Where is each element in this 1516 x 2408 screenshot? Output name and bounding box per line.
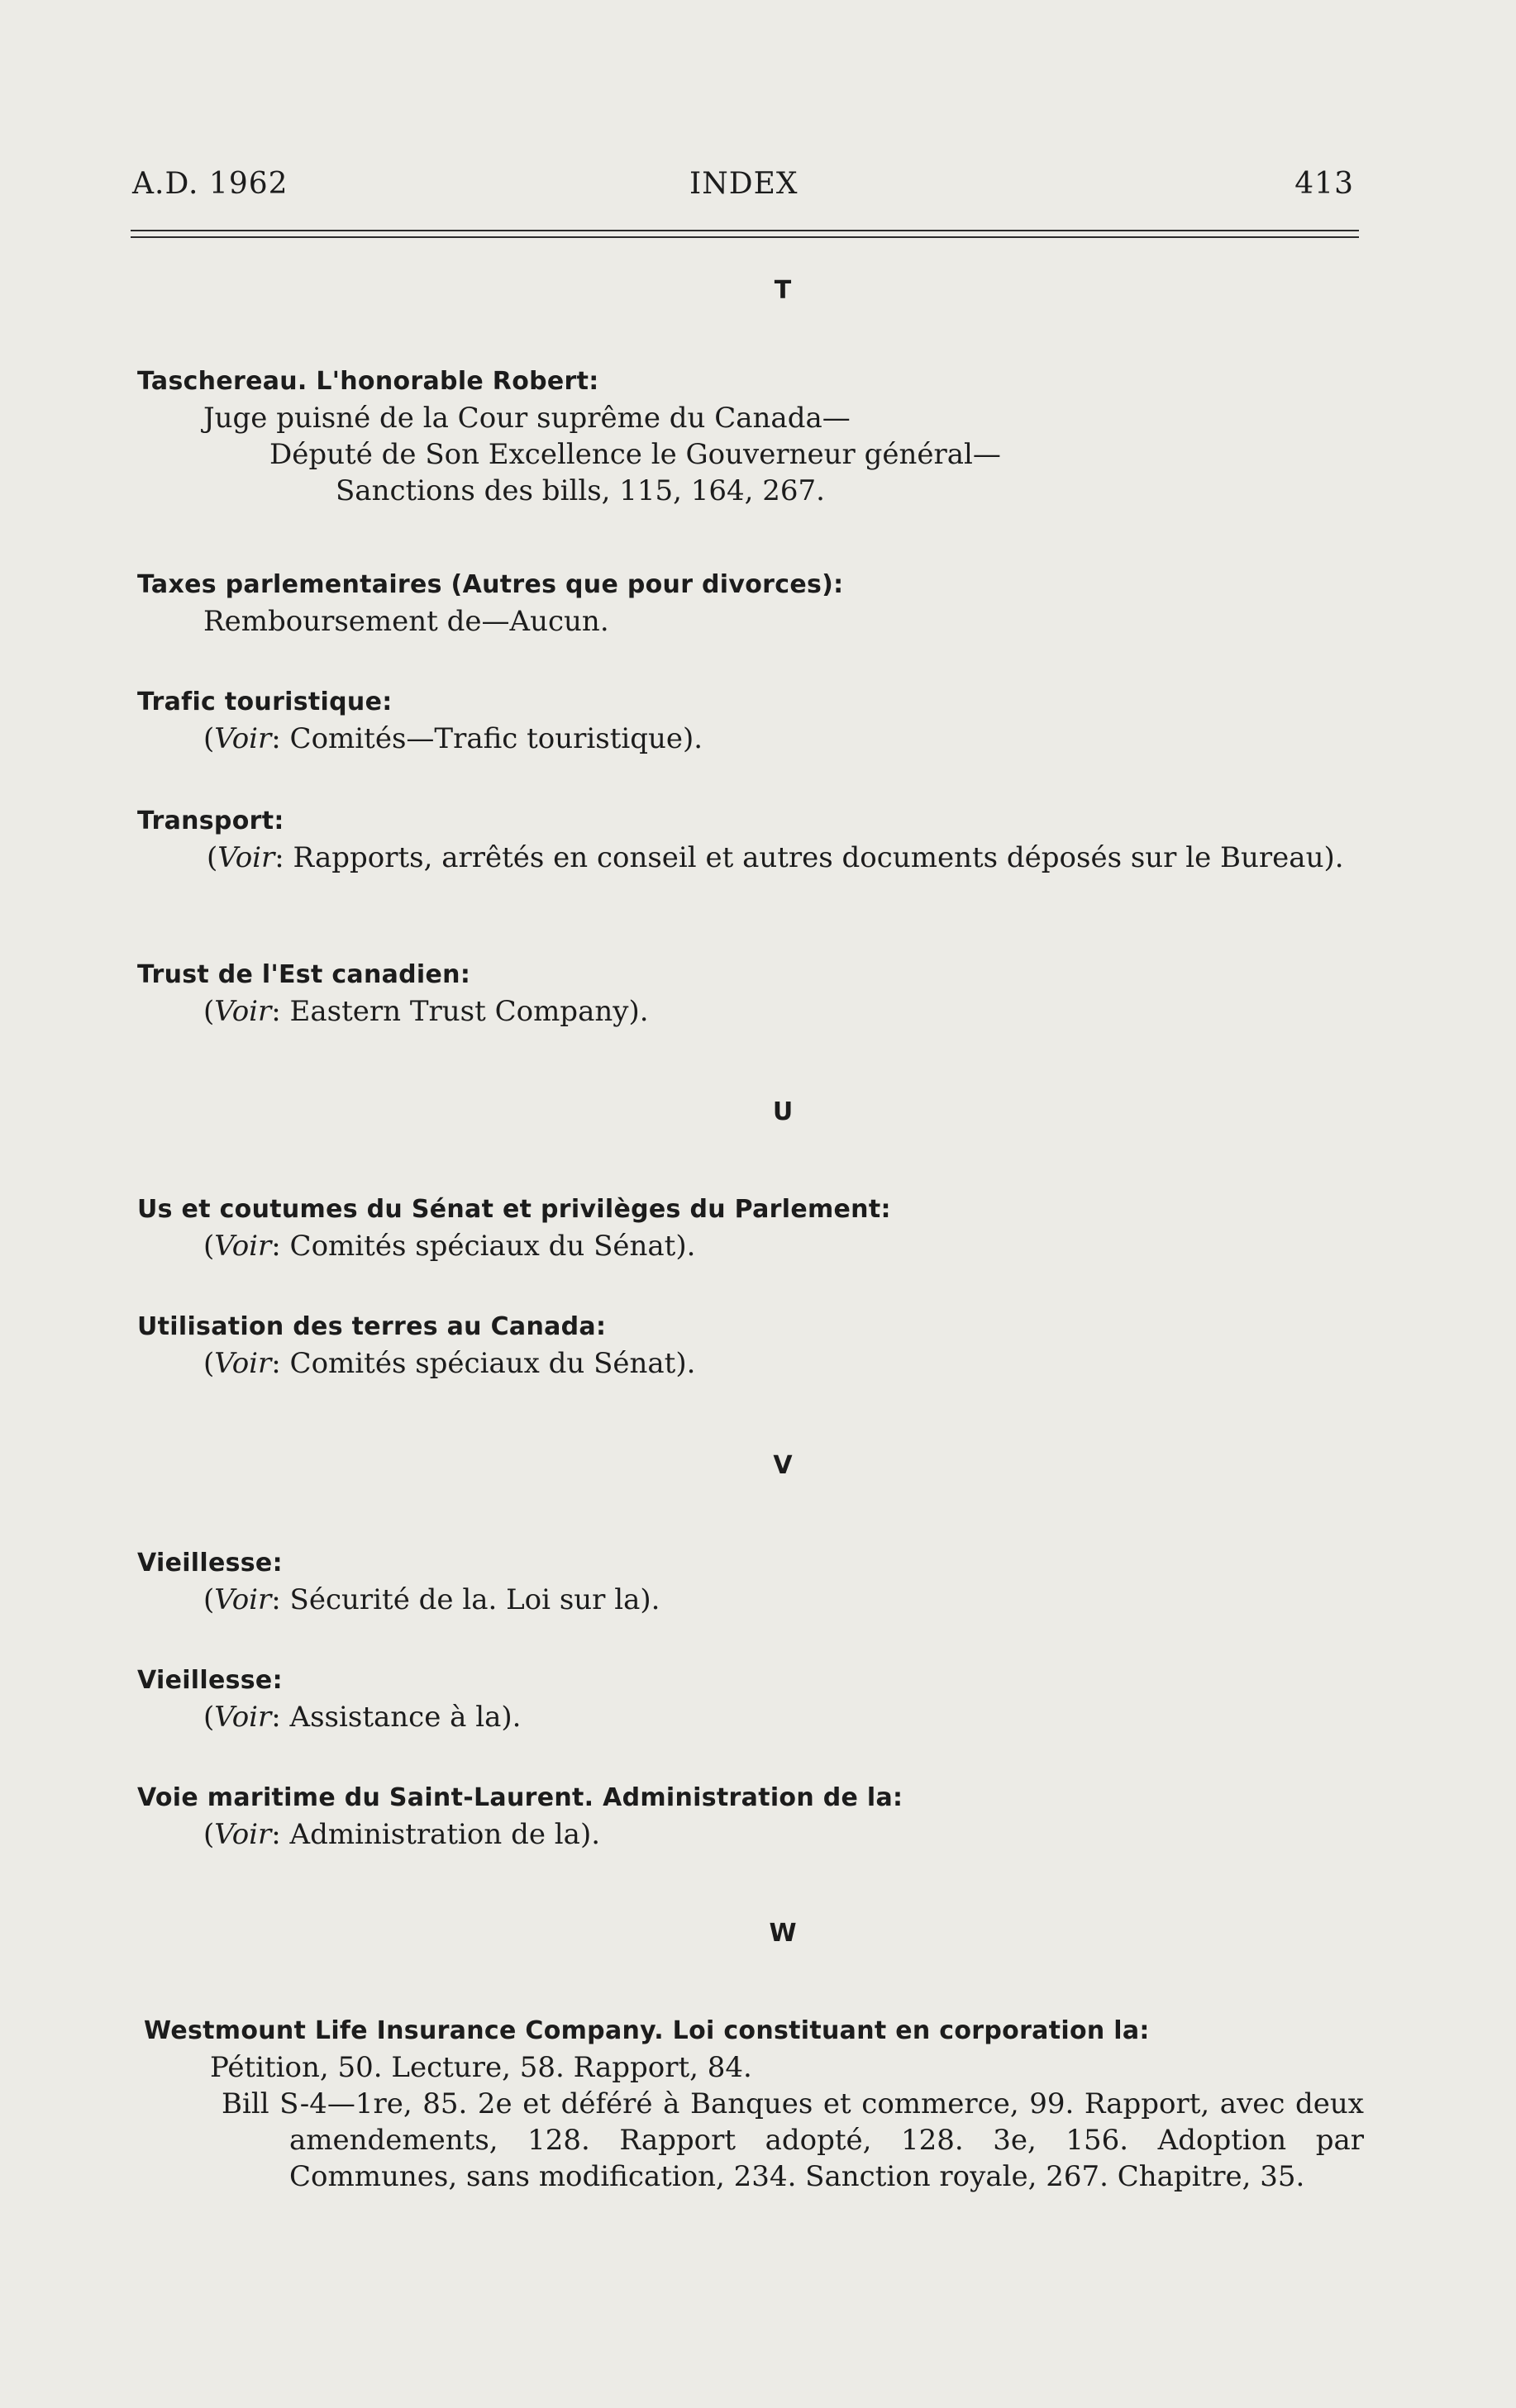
voir-label: Voir <box>214 1583 272 1616</box>
paren-open: ( <box>203 1230 215 1263</box>
cross-reference <box>137 1345 1369 1382</box>
index-entry-taxes <box>137 567 1369 640</box>
voir-label: Voir <box>214 722 272 755</box>
cross-reference <box>137 721 1369 757</box>
entry-line: Pétition, 50. Lecture, 58. Rapport, 84. <box>210 2051 752 2084</box>
entry-heading: Trust de l'Est canadien: <box>137 960 471 989</box>
cross-reference <box>137 1582 1369 1618</box>
index-entry-transport <box>137 803 1369 876</box>
index-entry-voie-maritime <box>137 1780 1369 1853</box>
index-entry-vieillesse-securite <box>137 1545 1369 1618</box>
paren-open: ( <box>203 1818 215 1851</box>
cross-reference <box>137 840 1369 876</box>
cross-reference-text: : Rapports, arrêtés en conseil et autres documents déposés sur le Bureau). <box>274 841 1344 874</box>
cross-reference-text: : Eastern Trust Company). <box>271 995 649 1028</box>
index-entry-us-coutumes <box>137 1192 1369 1264</box>
cross-reference <box>137 1699 1369 1735</box>
entry-line: Juge puisné de la Cour suprême du Canada— <box>203 402 851 435</box>
paren-open: ( <box>203 722 215 755</box>
cross-reference-text: : Comités spéciaux du Sénat). <box>271 1230 696 1263</box>
voir-label: Voir <box>214 1701 272 1734</box>
entry-heading: Utilisation des terres au Canada: <box>137 1312 607 1341</box>
section-letter-v: V <box>773 1451 793 1480</box>
paren-open: ( <box>203 1583 215 1616</box>
entry-heading: Vieillesse: <box>137 1666 283 1695</box>
cross-reference-text: : Administration de la). <box>271 1818 601 1851</box>
entry-heading: Trafic touristique: <box>137 688 393 716</box>
header-rule-top <box>131 230 1359 231</box>
paren-open: ( <box>203 1701 215 1734</box>
entry-line: Bill S-4—1re, 85. 2e et déféré à Banques et commerce, 99. Rapport, avec deux amendements, 128. Rapport adopté, 128. 3e, 156. Adoption par Communes, sans modification, 234. Sanction royale, 267. Chapitre, 35. <box>222 2087 1364 2193</box>
entry-heading: Taschereau. L'honorable Robert: <box>137 367 599 396</box>
section-letter-w: W <box>769 1919 797 1948</box>
index-entry-trafic <box>137 684 1369 757</box>
header-year: A.D. 1962 <box>132 167 288 201</box>
index-entry-trust <box>137 957 1369 1030</box>
entry-line: Remboursement de—Aucun. <box>203 605 609 638</box>
cross-reference <box>137 1228 1369 1264</box>
cross-reference-text: : Assistance à la). <box>271 1701 522 1734</box>
cross-reference-text: : Comités spéciaux du Sénat). <box>271 1347 696 1380</box>
entry-line: Sanctions des bills, 115, 164, 267. <box>336 474 825 507</box>
voir-label: Voir <box>214 1347 272 1380</box>
voir-label: Voir <box>214 1230 272 1263</box>
paren-open: ( <box>203 995 215 1028</box>
index-entry-westmount <box>144 2013 1364 2195</box>
voir-label: Voir <box>214 1818 272 1851</box>
paren-open: ( <box>207 841 218 874</box>
header-title: INDEX <box>689 167 799 201</box>
entry-heading: Vieillesse: <box>137 1549 283 1578</box>
voir-label: Voir <box>214 995 272 1028</box>
cross-reference-text: : Comités—Trafic touristique). <box>271 722 703 755</box>
page-number: 413 <box>1294 167 1354 201</box>
cross-reference <box>137 1816 1369 1853</box>
header-rule-bottom <box>131 236 1359 238</box>
cross-reference-text: : Sécurité de la. Loi sur la). <box>271 1583 660 1616</box>
index-entry-taschereau <box>137 364 1369 509</box>
entry-heading: Taxes parlementaires (Autres que pour divorces): <box>137 570 844 599</box>
entry-heading: Us et coutumes du Sénat et privilèges du Parlement: <box>137 1195 891 1224</box>
voir-label: Voir <box>217 841 275 874</box>
paren-open: ( <box>203 1347 215 1380</box>
section-letter-u: U <box>772 1097 794 1126</box>
entry-heading: Voie maritime du Saint-Laurent. Administration de la: <box>137 1783 903 1812</box>
index-entry-vieillesse-assistance <box>137 1663 1369 1735</box>
entry-heading: Transport: <box>137 807 284 835</box>
index-entry-utilisation <box>137 1309 1369 1382</box>
section-letter-t: T <box>774 276 792 305</box>
entry-heading: Westmount Life Insurance Company. Loi constituant en corporation la: <box>144 2016 1150 2045</box>
entry-line: Député de Son Excellence le Gouverneur général— <box>269 438 1001 471</box>
cross-reference <box>137 993 1369 1030</box>
